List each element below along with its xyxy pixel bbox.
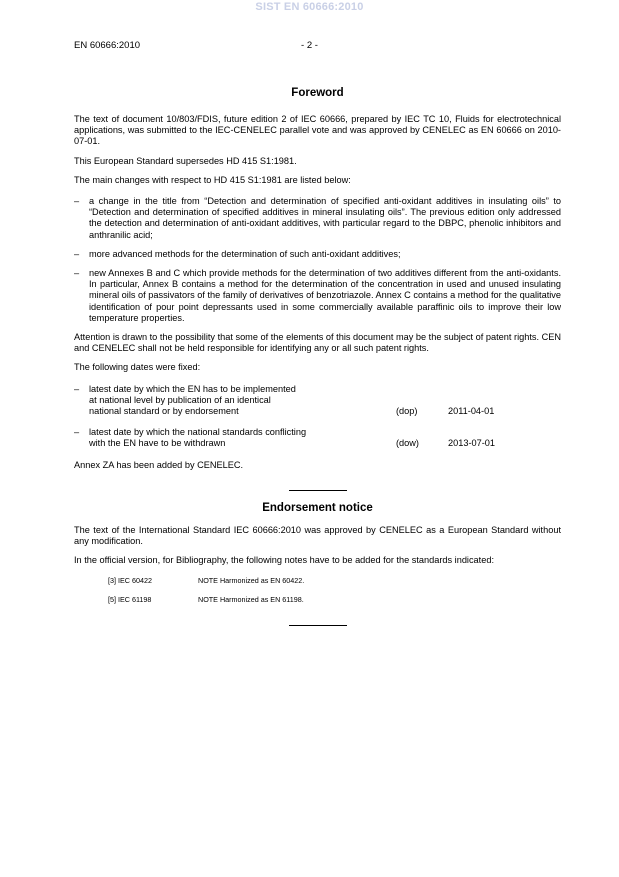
end-divider	[289, 625, 347, 626]
date-description-line: latest date by which the EN has to be implemented	[89, 383, 296, 394]
page-number: - 2 -	[301, 40, 318, 51]
watermark: SIST EN 60666:2010	[255, 1, 364, 13]
foreword-paragraph-6: Annex ZA has been added by CENELEC.	[74, 459, 244, 470]
bibliography-notes	[108, 576, 561, 604]
date-value: 2013-07-01	[448, 438, 495, 449]
date-row-dow	[74, 427, 561, 449]
date-description-line: latest date by which the national standards conflicting	[89, 427, 307, 438]
date-value: 2011-04-01	[448, 406, 495, 417]
change-list-item	[74, 268, 561, 324]
date-abbreviation: (dop)	[396, 406, 418, 417]
date-row-dop	[74, 384, 561, 418]
bibliography-reference: [3] IEC 60422	[108, 576, 152, 586]
foreword-title: Foreword	[291, 87, 344, 99]
foreword-paragraph-1: The text of document 10/803/FDIS, future edition 2 of IEC 60666, prepared by IEC TC 10, Fluids for electrotechnical applications, was submitted to the IEC-CENELEC parallel vote and was approved by CENELEC as EN 60666 on 2010-07-01.	[74, 114, 561, 147]
date-abbreviation: (dow)	[396, 438, 419, 449]
endorsement-paragraph-1: The text of the International Standard IEC 60666:2010 was approved by CENELEC as a European Standard without any modification.	[74, 524, 561, 547]
change-list-item	[74, 249, 561, 260]
bullet-dash: –	[74, 427, 80, 438]
date-description-line: at national level by publication of an identical	[89, 394, 271, 405]
date-description-line: national standard or by endorsement	[89, 406, 239, 417]
bibliography-reference: [5] IEC 61198	[108, 595, 152, 605]
bibliography-row	[108, 576, 561, 585]
foreword-paragraph-4: Attention is drawn to the possibility that some of the elements of this document may be the subject of patent rights. CEN and CENELEC shall not be held responsible for identifying any or all such patent rights.	[74, 332, 561, 354]
page-body	[74, 86, 561, 626]
foreword-paragraph-5: The following dates were fixed:	[74, 362, 201, 373]
endorsement-paragraph-2: In the official version, for Bibliography, the following notes have to be added for the standards indicated:	[74, 555, 494, 566]
section-divider	[289, 490, 347, 491]
bibliography-row	[108, 595, 561, 604]
change-text: new Annexes B and C which provide methods for the determination of two additives different from the anti-oxidants. In particular, Annex B contains a method for the determination of the concentration in used and unused insulating mineral oils of passivators of the family of derivatives of benzotriazole. Annex C contains a method for the qualitative identification of pour point depressants used in some commercially available paraffinic oils to improve their low temperature properties.	[89, 268, 561, 323]
bullet-dash: –	[74, 196, 80, 207]
date-description	[89, 384, 334, 418]
bullet-dash: –	[74, 248, 80, 259]
document-id: EN 60666:2010	[74, 40, 141, 51]
bullet-dash: –	[74, 268, 80, 279]
date-description	[89, 427, 334, 449]
bullet-dash: –	[74, 383, 80, 394]
bibliography-note: NOTE Harmonized as EN 60422.	[198, 576, 305, 586]
date-description-line: with the EN have to be withdrawn	[89, 438, 226, 449]
foreword-paragraph-3: The main changes with respect to HD 415 S1:1981 are listed below:	[74, 174, 351, 185]
foreword-paragraph-2: This European Standard supersedes HD 415 S1:1981.	[74, 155, 297, 166]
endorsement-title: Endorsement notice	[262, 501, 373, 514]
change-text: a change in the title from “Detection and determination of specified anti-oxidant additives in insulating oils” to “Detection and determination of specified additives in mineral insulating oils”. The previous edition only addressed the detection and determination of anti-oxidant additives, with particular regard to the DBPC, phenolic inhibitors and anthranilic acid;	[89, 196, 561, 240]
change-list-item	[74, 196, 561, 241]
change-text: more advanced methods for the determination of such anti-oxidant additives;	[89, 248, 401, 259]
bibliography-note: NOTE Harmonized as EN 61198.	[198, 595, 304, 605]
